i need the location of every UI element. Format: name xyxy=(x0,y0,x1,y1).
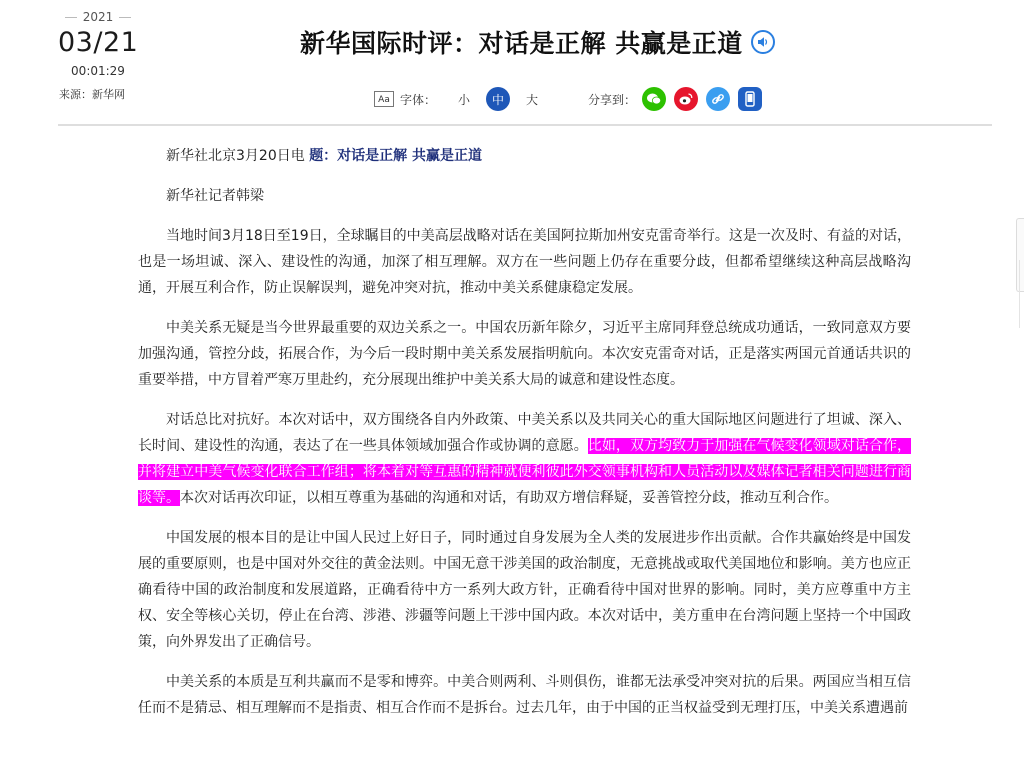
side-scroll-tab[interactable] xyxy=(1016,218,1024,292)
weibo-icon[interactable] xyxy=(674,87,698,111)
paragraph-5: 中美关系的本质是互利共赢而不是零和博弈。中美合则两利、斗则俱伤，谁都无法承受冲突对抗的后果。两国应当相互信任而不是猜忌、相互理解而不是指责、相互合作而不是拆台。过去几年，由于中国的正当权益受到无理打压，中美关系遭遇前 xyxy=(138,674,911,716)
font-size-large[interactable]: 大 xyxy=(526,92,539,107)
date-block xyxy=(58,10,138,102)
share-label: 分享到： xyxy=(588,92,637,107)
article-body xyxy=(138,143,911,735)
year-row xyxy=(58,10,138,24)
speaker-icon[interactable] xyxy=(751,30,775,54)
paragraph-4: 中国发展的根本目的是让中国人民过上好日子，同时通过自身发展为全人类的发展进步作出贡献。合作共赢始终是中国发展的重要原则，也是中国对外交往的黄金法则。中国无意干涉美国的政治制度，无意挑战或取代美国地位和影响。美方也应正确看待中国的政治制度和发展道路，正确看待中方一系列大政方针，正确看待中国对世界的影响。同时，美方应尊重中方主权、安全等核心关切，停止在台湾、涉港、涉疆等问题上干涉中国内政。本次对话中，美方重申在台湾问题上坚持一个中国政策，向外界发出了正确信号。 xyxy=(138,530,911,650)
lead-title: 题：对话是正解 共赢是正道 xyxy=(309,148,483,164)
paragraph-1: 当地时间3月18日至19日，全球瞩目的中美高层战略对话在美国阿拉斯加州安克雷奇举行。这是一次及时、有益的对话，也是一场坦诚、深入、建设性的沟通，加深了相互理解。双方在一些问题上仍存在重要分歧，但都希望继续这种高层战略沟通，开展互利合作，防止误解误判，避免冲突对抗，推动中美关系健康稳定发展。 xyxy=(138,228,911,296)
year: 2021 xyxy=(82,10,114,24)
divider-line xyxy=(65,17,77,18)
publish-time: 00:01:29 xyxy=(71,64,125,78)
dateline-paragraph xyxy=(138,143,911,169)
mobile-icon[interactable] xyxy=(738,87,762,111)
highlighted-text: 比如，双方均致力于加强在气候变化领域对话合作，并将建立中美气候变化联合工作组；将本着对等互惠的精神就便利彼此外交领事机构和人员活动以及媒体记者相关问题进行商谈等。 xyxy=(138,438,912,506)
font-label: 字体： xyxy=(400,92,437,107)
side-divider xyxy=(1019,260,1020,328)
month-day: 03/21 xyxy=(58,27,139,58)
article-toolbar xyxy=(374,86,770,112)
font-size-medium[interactable]: 中 xyxy=(486,87,510,111)
source: 来源：新华网 xyxy=(59,88,125,101)
byline: 新华社记者韩梁 xyxy=(166,188,264,204)
paragraph-3 xyxy=(138,407,911,511)
font-size-icon: Aa xyxy=(374,91,394,107)
paragraph-2: 中美关系无疑是当今世界最重要的双边关系之一。中国农历新年除夕，习近平主席同拜登总统成功通话，一致同意双方要加强沟通，管控分歧，拓展合作，为今后一段时期中美关系发展指明航向。本次安克雷奇对话，正是落实两国元首通话共识的重要举措，中方冒着严寒万里赴约，充分展现出维护中美关系大局的诚意和建设性态度。 xyxy=(138,320,911,388)
divider-line xyxy=(119,17,131,18)
header-divider xyxy=(58,124,992,126)
font-size-small[interactable]: 小 xyxy=(458,92,471,107)
page-title: 新华国际时评：对话是正解 共赢是正道 xyxy=(300,29,743,58)
dateline: 新华社北京3月20日电 xyxy=(166,148,305,164)
paragraph-3-part-b: 本次对话再次印证，以相互尊重为基础的沟通和对话，有助双方增信释疑，妥善管控分歧，推动互利合作。 xyxy=(180,490,838,506)
link-icon[interactable] xyxy=(706,87,730,111)
paragraph-3-part-a: 对话总比对抗好。本次对话中，双方围绕各自内外政策、中美关系以及共同关心的重大国际地区问题进行了坦诚、深入、长时间、建设性的沟通，表达了在一些具体领域加强合作或协调的意愿。 xyxy=(138,412,911,454)
wechat-icon[interactable] xyxy=(642,87,666,111)
title-row xyxy=(300,24,860,60)
